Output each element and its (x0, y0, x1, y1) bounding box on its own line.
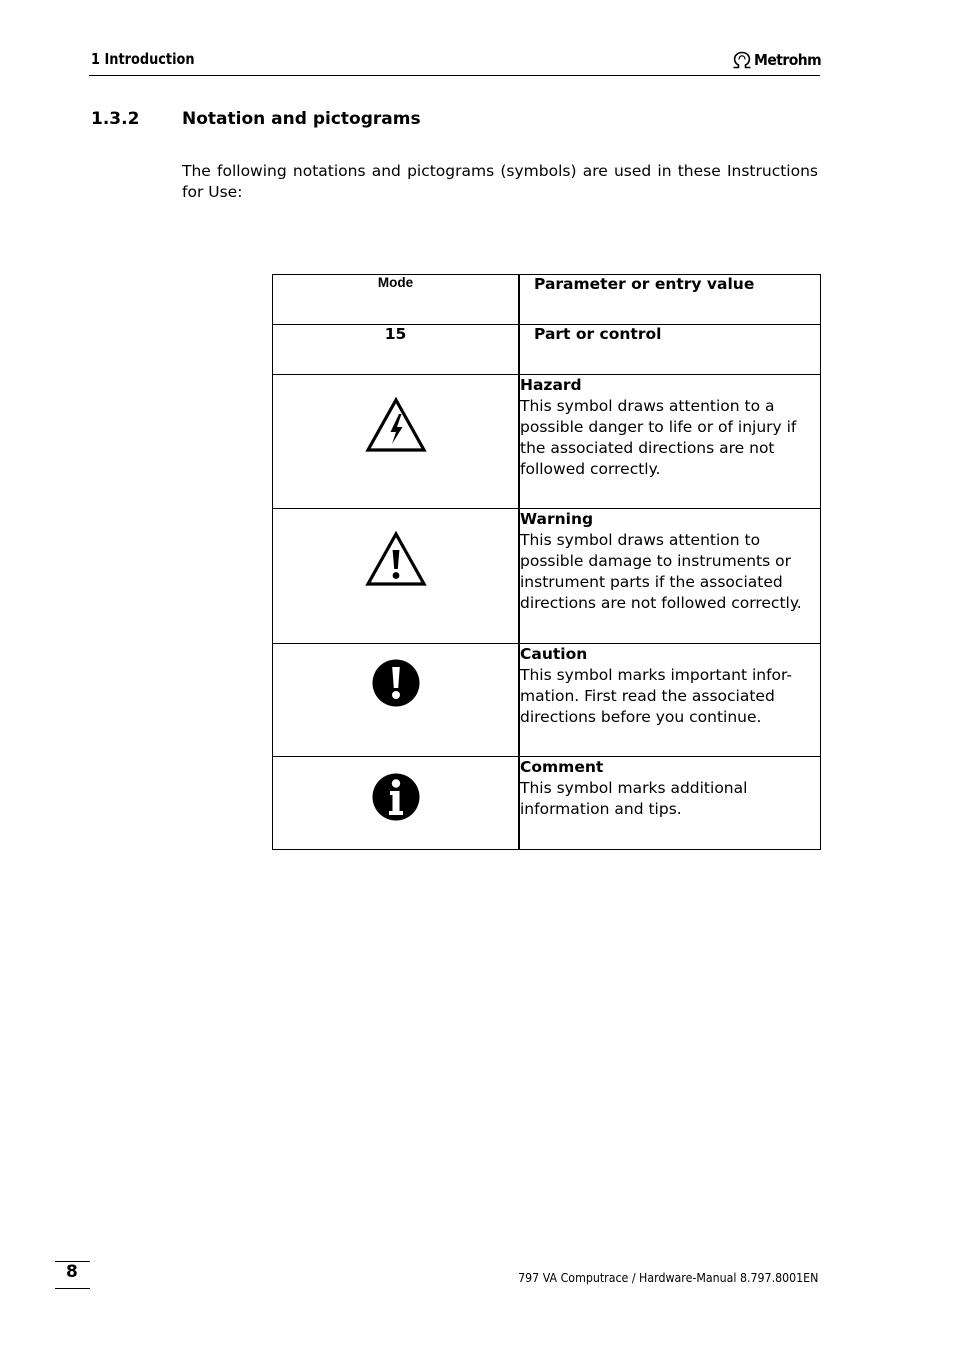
page-number: 8 (66, 1262, 78, 1282)
footer-document-reference: 797 VA Computrace / Hardware-Manual 8.797.8001EN (517, 1271, 818, 1285)
table-row (273, 325, 821, 375)
description-text: This symbol marks important infor-mation. First read the associated directions before you continue. (520, 666, 792, 726)
metrohm-logo (732, 49, 829, 71)
running-header-chapter: 1 Introduction (91, 50, 195, 68)
logo-wordmark: Metrohm (754, 51, 822, 69)
symbol-cell (273, 757, 520, 850)
description-title: Caution (520, 645, 588, 663)
description-title: Parameter or entry value (534, 275, 755, 293)
description-title: Part or control (534, 325, 662, 343)
symbol-cell (273, 644, 520, 757)
section-title: Notation and pictograms (182, 109, 421, 129)
description-cell (519, 644, 821, 757)
description-title: Warning (520, 510, 594, 528)
omega-logo-icon (732, 51, 752, 69)
table-row (273, 375, 821, 509)
symbol-cell (273, 275, 520, 325)
description-cell (519, 509, 821, 644)
symbol-cell (273, 375, 520, 509)
part-notation-sample: 15 (384, 325, 407, 343)
intro-paragraph: The following notations and pictograms (symbols) are used in these Instructions for Use: (182, 162, 818, 201)
description-title: Hazard (520, 376, 582, 394)
description-text: This symbol draws attention to possible damage to instruments or instrument parts if the associated directions are not followed correctly. (520, 531, 802, 612)
warning-icon (365, 531, 427, 587)
description-cell (519, 325, 821, 375)
header-rule (89, 75, 820, 76)
description-text: This symbol marks additional information and tips. (520, 779, 748, 818)
description-cell (519, 375, 821, 509)
symbol-cell (273, 509, 520, 644)
description-title: Comment (520, 758, 604, 776)
table-row (273, 757, 821, 850)
description-text: This symbol draws attention to a possible danger to life or of injury if the associated directions are not followed correctly. (520, 397, 797, 478)
description-cell (519, 275, 821, 325)
table-row (273, 644, 821, 757)
hazard-icon (365, 397, 427, 453)
mode-notation-sample: Mode (377, 275, 414, 290)
symbol-cell (273, 325, 520, 375)
table-row (273, 275, 821, 325)
table-row (273, 509, 821, 644)
caution-icon (372, 659, 420, 707)
notation-table (272, 274, 821, 850)
section-number: 1.3.2 (91, 109, 140, 129)
description-cell (519, 757, 821, 850)
comment-icon (372, 773, 420, 821)
